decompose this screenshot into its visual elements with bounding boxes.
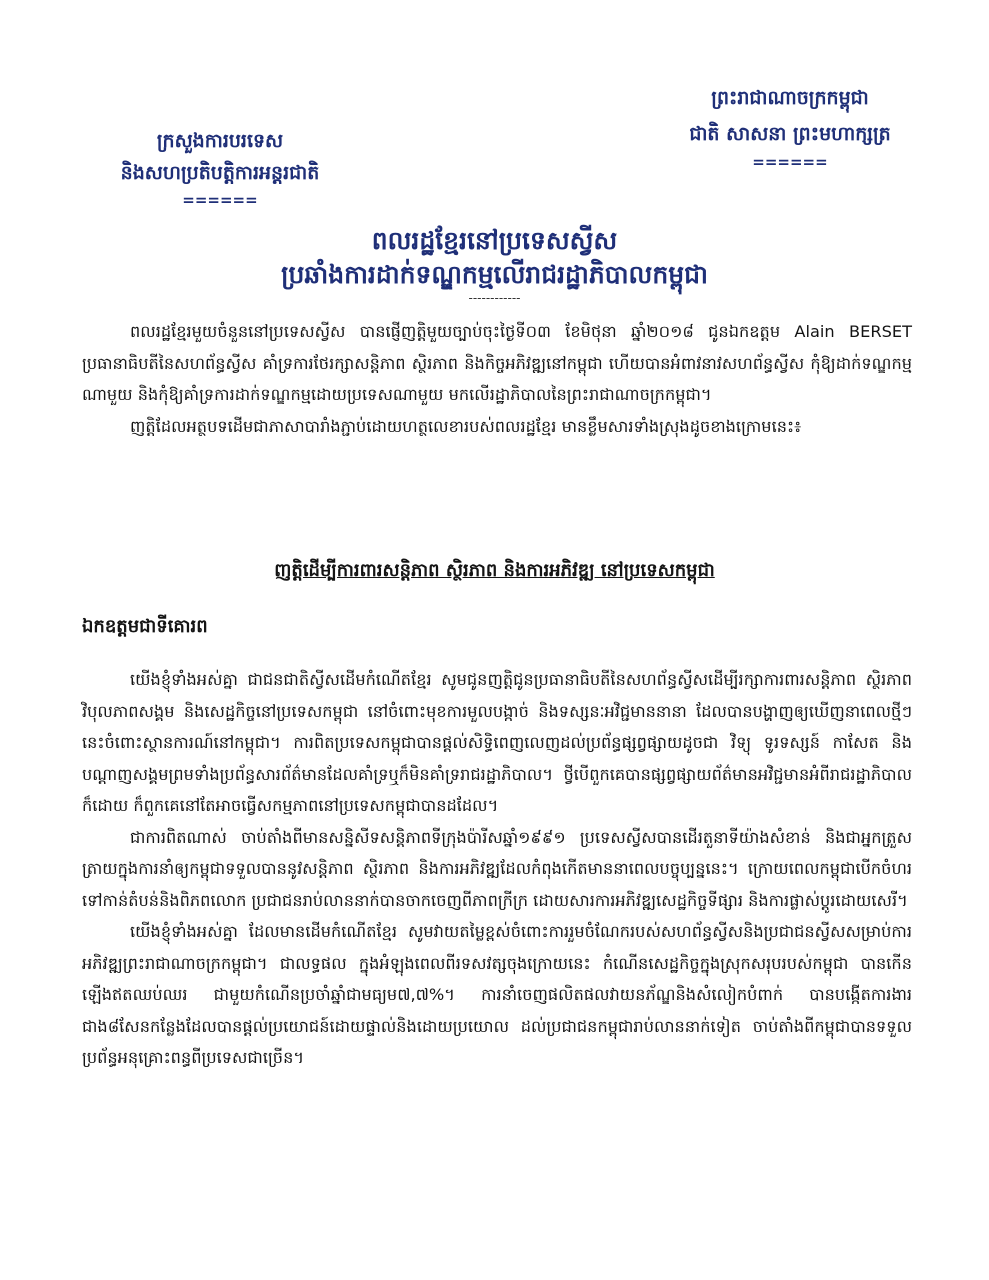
kingdom-motto-header	[640, 80, 940, 172]
national-motto: ជាតិ សាសនា ព្រះមហាក្សត្រ	[689, 123, 891, 145]
petition-paragraph-1: យើងខ្ញុំទាំងអស់គ្នា ជាជនជាតិស្វីសដើមកំណើតខ្មែរ សូមជូនញត្តិជូនប្រធានាធិបតីនៃសហព័ន្ធស្វីសដើម្បីរក្សាការពារសន្តិភាព ស្ថិរភាព វិបុលភាពសង្គម និងសេដ្ឋកិច្ចនៅប្រទេសកម្ពុជា នៅចំពោះមុខការមួលបង្កាច់ និងទស្សនៈអវិជ្ជមាននានា ដែលបានបង្ហាញឲ្យឃើញនាពេលថ្មីៗនេះចំពោះស្ថានការណ៍នៅកម្ពុជា។ ការពិតប្រទេសកម្ពុជាបានផ្ដល់សិទ្ធិពេញលេញដល់ប្រព័ន្ធផ្សព្វផ្សាយដូចជា វិទ្យុ ទូរទស្សន៍ កាសែត និងបណ្ដាញសង្គមព្រមទាំងប្រព័ន្ធសារព័ត៌មានដែលគាំទ្រឬក៏មិនគាំទ្ររាជរដ្ឋាភិបាល។ ថ្វីបើពួកគេបានផ្សព្វផ្សាយព័ត៌មានអវិជ្ជមានអំពីរាជរដ្ឋាភិបាលក៏ដោយ ក៏ពួកគេនៅតែអាចធ្វើសកម្មភាពនៅប្រទេសកម្ពុជាបានដដែល។	[82, 670, 912, 815]
ministry-name: ក្រសួងការបរទេស	[156, 130, 284, 152]
intro-paragraph-2: ញត្តិដែលអត្ថបទដើមជាភាសាបារាំងភ្ជាប់ដោយហត្ថលេខារបស់ពលរដ្ឋខ្មែរ មានខ្លឹមសារទាំងស្រុងដូចខាងក្រោមនេះ៖	[130, 416, 802, 436]
title-line-2: ប្រឆាំងការដាក់ទណ្ឌកម្មលើរាជរដ្ឋាភិបាលកម្ពុជា	[281, 260, 708, 289]
kingdom-name: ព្រះរាជាណាចក្រកម្ពុជា	[711, 87, 869, 109]
title-line-1: ពលរដ្ឋខ្មែរនៅប្រទេសស្វីស	[371, 226, 618, 255]
document-title	[0, 224, 989, 304]
petition-body	[82, 664, 912, 1074]
header-left-separator: ======	[182, 191, 258, 209]
title-separator: ------------	[468, 291, 521, 305]
intro-text	[82, 316, 912, 442]
petition-paragraph-3: យើងខ្ញុំទាំងអស់គ្នា ដែលមានដើមកំណើតខ្មែរ សូមវាយតម្លៃខ្ពស់ចំពោះការរួមចំណែករបស់សហព័ន្ធស្វីសនិងប្រជាជនស្វីសសម្រាប់ការអភិវឌ្ឍព្រះរាជាណាចក្រកម្ពុជា។ ជាលទ្ធផល ក្នុងអំឡុងពេលពីរទសវត្សចុងក្រោយនេះ កំណើនសេដ្ឋកិច្ចក្នុងស្រុកសរុបរបស់កម្ពុជា បានកើនឡើងឥតឈប់ឈរ ជាមួយកំណើនប្រចាំឆ្នាំជាមធ្យម៧,៧%។ ការនាំចេញផលិតផលវាយនភ័ណ្ឌនិងសំលៀកបំពាក់ បានបង្កើតការងារជាង៨សែនកន្លែងដែលបានផ្ដល់ប្រយោជន៍ដោយផ្ទាល់និងដោយប្រយោល ដល់ប្រជាជនកម្ពុជារាប់លាននាក់ទៀត ចាប់តាំងពីកម្ពុជាបានទទួលប្រព័ន្ធអនុគ្រោះពន្ធពីប្រទេសជាច្រើន។	[82, 922, 912, 1067]
petition-paragraph-2: ជាការពិតណាស់ ចាប់តាំងពីមានសន្និសីទសន្តិភាពទីក្រុងប៉ារីសឆ្នាំ១៩៩១ ប្រទេសស្វីសបានដើរតួនាទីយ៉ាងសំខាន់ និងជាអ្នកត្រួសត្រាយក្នុងការនាំឲ្យកម្ពុជាទទួលបាននូវសន្តិភាព ស្ថិរភាព និងការអភិវឌ្ឍដែលកំពុងកើតមាននាពេលបច្ចុប្បន្ននេះ។ ក្រោយពេលកម្ពុជាបើកចំហរទៅកាន់តំបន់និងពិភពលោក ប្រជាជនរាប់លាននាក់បានចាកចេញពីភាពក្រីក្រ ដោយសារការអភិវឌ្ឍសេដ្ឋកិច្ចទីផ្សារ និងការផ្លាស់ប្ដូរដោយសេរី។	[82, 827, 912, 910]
petition-heading: ញត្តិដើម្បីការពារសន្តិភាព ស្ថិរភាព និងការអភិវឌ្ឍ នៅប្រទេសកម្ពុជា	[274, 560, 715, 581]
ministry-header	[70, 125, 370, 211]
intro-paragraph-1: ពលរដ្ឋខ្មែរមួយចំនួននៅប្រទេសស្វីស បានផ្ញើញត្តិមួយច្បាប់ចុះថ្ងៃទី០៣ ខែមិថុនា ឆ្នាំ២០១៨ ជូនឯកឧត្តម Alain BERSET ប្រធានាធិបតីនៃសហព័ន្ធស្វីស គាំទ្រការថែរក្សាសន្តិភាព ស្ថិរភាព និងកិច្ចអភិវឌ្ឍនៅកម្ពុជា ហើយបានអំពាវនាវសហព័ន្ធស្វីស កុំឱ្យដាក់ទណ្ឌកម្មណាមួយ និងកុំឱ្យគាំទ្រការដាក់ទណ្ឌកម្មដោយប្រទេសណាមួយ មកលើរដ្ឋាភិបាលនៃព្រះរាជាណាចក្រកម្ពុជា។	[82, 322, 912, 404]
ministry-name-line2: និងសហប្រតិបត្តិការអន្តរជាតិ	[120, 162, 320, 184]
salutation: ឯកឧត្តមជាទីគោរព	[82, 616, 208, 637]
header-right-separator: ======	[752, 153, 828, 171]
